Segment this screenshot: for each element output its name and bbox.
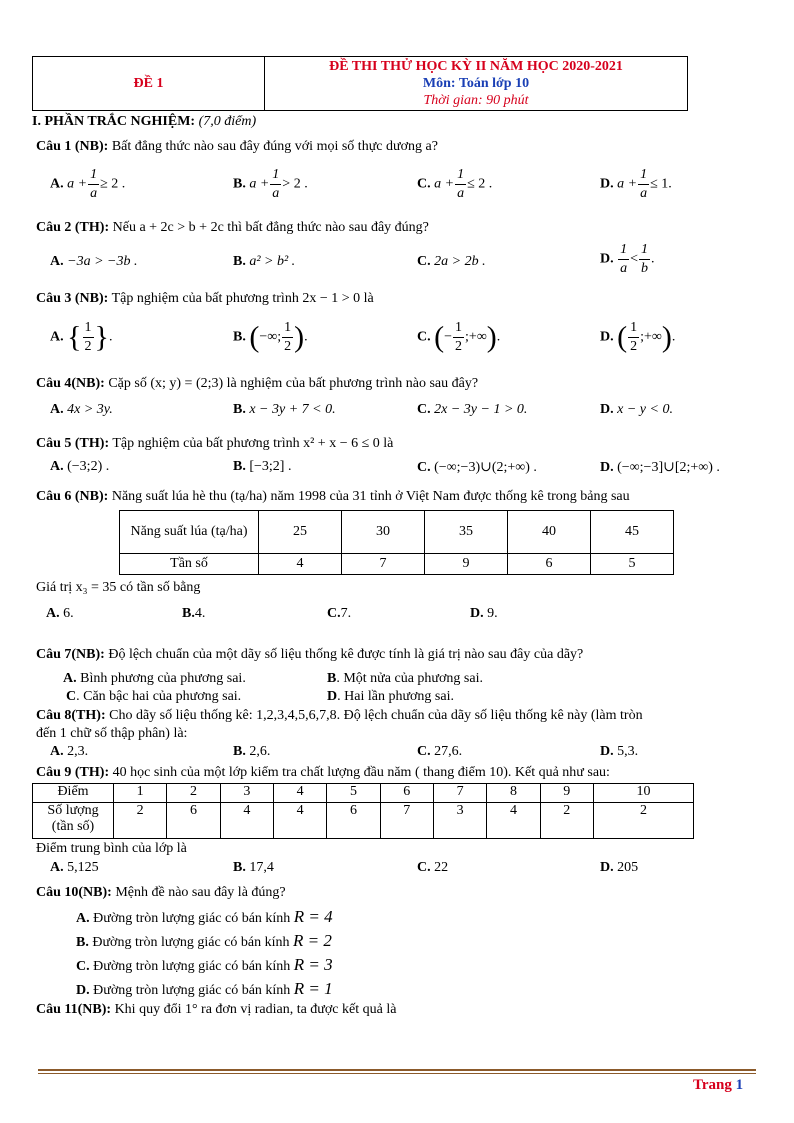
q2-option-c[interactable]: C. 2a > 2b . [417,254,486,269]
q7-option-d[interactable]: D. Hai lần phương sai. [327,689,454,704]
q7-option-b[interactable]: B. Một nửa của phương sai. [327,671,483,686]
question-5: Câu 5 (TH): Tập nghiệm của bất phương trình x² + x − 6 ≤ 0 là [36,436,394,451]
q10-option-d[interactable]: D. Đường tròn lượng giác có bán kính R = 1 [76,979,333,998]
q4-option-c[interactable]: C. 2x − 3y − 1 > 0. [417,402,528,417]
question-7: Câu 7(NB): Độ lệch chuẩn của một dãy số liệu thống kê được tính là giá trị nào sau đây của dãy? [36,647,584,662]
table-header-yield: Năng suất lúa (tạ/ha) [120,511,259,554]
question-8: Câu 8(TH): Cho dãy số liệu thống kê: 1,2,3,4,5,6,7,8. Độ lệch chuẩn của dãy số liệu thống kê này (làm tròn [36,708,643,723]
q10-option-c[interactable]: C. Đường tròn lượng giác có bán kính R = 3 [76,955,333,974]
q2-option-b[interactable]: B. a² > b² . [233,254,296,269]
q5-option-c[interactable]: C. (−∞;−3)∪(2;+∞) . [417,460,537,475]
q7-option-a[interactable]: A. Bình phương của phương sai. [63,671,246,686]
q8-option-d[interactable]: D. 5,3. [600,744,639,759]
q6-option-a[interactable]: A. 6. [46,606,74,621]
question-8-cont: đến 1 chữ số thập phân) là: [36,726,188,741]
q2-option-d[interactable]: D. $\frac{1}{a}$ < $\frac{1}{b}$ . [600,242,655,276]
q1-option-b[interactable]: B. a + $\frac{1}{a}$ > 2 . [233,167,308,201]
q3-option-d[interactable]: D. ( $\frac{1}{2}$ ;+∞). [600,320,676,354]
question-2: Câu 2 (TH): Nếu a + 2c > b + 2c thì bất đẳng thức nào sau đây đúng? [36,220,429,235]
table-header-score: Điểm [33,784,114,803]
q7-option-c[interactable]: C. Căn bậc hai của phương sai. [66,689,242,704]
exam-code: ĐỀ 1 [33,57,265,110]
yield-table: Năng suất lúa (tạ/ha) 25 30 35 40 45 Tần số 4 7 9 6 5 [119,510,674,575]
exam-title-block [265,57,687,111]
q4-option-d[interactable]: D. x − y < 0. [600,402,673,417]
exam-time: Thời gian: 90 phút [423,93,529,108]
q4-option-b[interactable]: B. x − 3y + 7 < 0. [233,402,336,417]
q9-option-c[interactable]: C. 22 [417,860,449,875]
q1-option-d[interactable]: D. a + $\frac{1}{a}$ ≤ 1. [600,167,672,201]
page-number: Trang 1 [693,1077,744,1093]
q9-option-b[interactable]: B. 17,4 [233,860,274,875]
score-table: Điểm 1 2 3 4 5 6 7 8 9 10 Số lượng (tần số) 2 6 4 4 6 7 3 4 2 2 [32,783,694,839]
footer-rule [38,1069,756,1071]
exam-title: ĐỀ THI THỬ HỌC KỲ II NĂM HỌC 2020-2021 [329,59,623,74]
q3-option-c[interactable]: C. (− $\frac{1}{2}$ ;+∞). [417,320,501,354]
q6-option-c[interactable]: C.7. [327,606,352,621]
question-4: Câu 4(NB): Cặp số (x; y) = (2;3) là nghiệm của bất phương trình nào sau đây? [36,376,479,391]
q9-prompt: Điểm trung bình của lớp là [36,841,187,856]
question-11: Câu 11(NB): Khi quy đổi 1° ra đơn vị radian, ta được kết quả là [36,1002,397,1017]
q8-option-b[interactable]: B. 2,6. [233,744,271,759]
q5-option-d[interactable]: D. (−∞;−3]∪[2;+∞) . [600,460,720,475]
question-6: Câu 6 (NB): Năng suất lúa hè thu (tạ/ha) năm 1998 của 31 tỉnh ở Việt Nam được thống kê trong bảng sau [36,489,630,504]
question-10: Câu 10(NB): Mệnh đề nào sau đây là đúng? [36,885,286,900]
q8-option-a[interactable]: A. 2,3. [50,744,89,759]
question-9: Câu 9 (TH): 40 học sinh của một lớp kiểm tra chất lượng đầu năm ( thang điểm 10). Kết quả như sau: [36,765,610,780]
q9-option-d[interactable]: D. 205 [600,860,639,875]
q6-option-d[interactable]: D. 9. [470,606,498,621]
q10-option-a[interactable]: A. Đường tròn lượng giác có bán kính R = 4 [76,907,333,926]
table-header-freq: Tần số [120,554,259,575]
q3-option-a[interactable]: A. { $\frac{1}{2}$ }. [50,320,113,354]
footer-rule-thin [38,1073,756,1074]
q9-option-a[interactable]: A. 5,125 [50,860,99,875]
q6-prompt: Giá trị x₃ = 35 có tần số bằng [36,580,201,595]
q6-option-b[interactable]: B.4. [182,606,206,621]
q8-option-c[interactable]: C. 27,6. [417,744,463,759]
q1-option-a[interactable]: A. a + $\frac{1}{a}$ ≥ 2 . [50,167,126,201]
question-1: Câu 1 (NB): Bất đẳng thức nào sau đây đúng với mọi số thực dương a? [36,139,438,154]
section-title: I. PHẦN TRẮC NGHIỆM: (7,0 điểm) [32,114,257,129]
q10-option-b[interactable]: B. Đường tròn lượng giác có bán kính R = 2 [76,931,332,950]
table-header-count: Số lượng (tần số) [33,803,114,839]
q3-option-b[interactable]: B. (−∞; $\frac{1}{2}$ ). [233,320,308,354]
q1-option-c[interactable]: C. a + $\frac{1}{a}$ ≤ 2 . [417,167,493,201]
q2-option-a[interactable]: A. −3a > −3b . [50,254,138,269]
question-3: Câu 3 (NB): Tập nghiệm của bất phương trình 2x − 1 > 0 là [36,291,374,306]
q5-option-a[interactable]: A. (−3;2) . [50,459,110,474]
exam-subject: Môn: Toán lớp 10 [422,76,530,91]
q5-option-b[interactable]: B. [−3;2] . [233,459,292,474]
q4-option-a[interactable]: A. 4x > 3y. [50,402,113,417]
exam-header [32,56,688,111]
